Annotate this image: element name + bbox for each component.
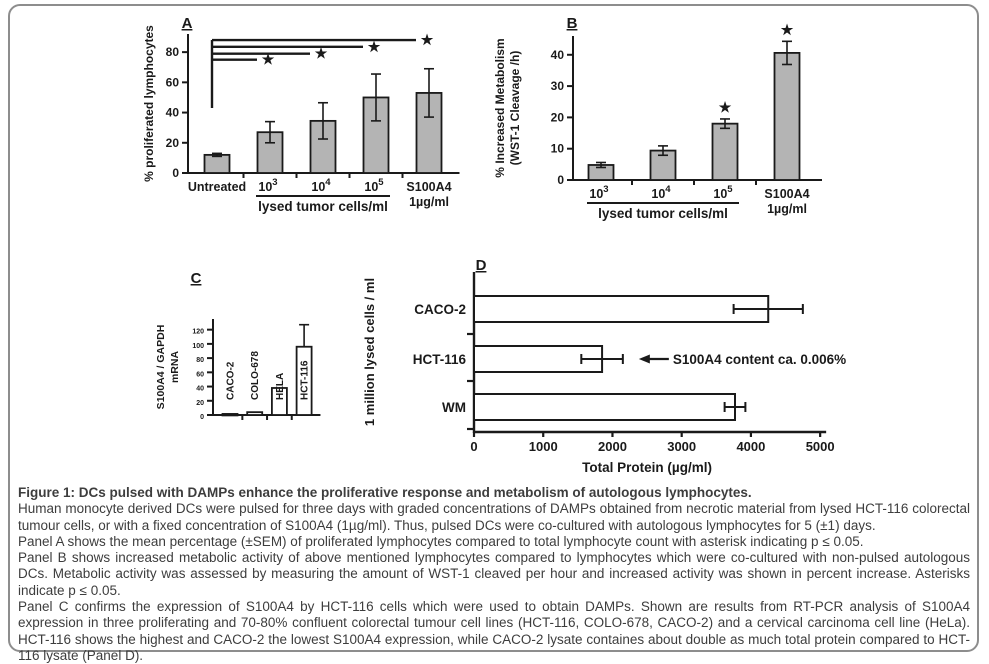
- panel-a-bar-chart: [140, 8, 480, 250]
- y-tick-label: 80: [165, 45, 179, 60]
- y-axis-label: mRNA: [169, 350, 181, 384]
- y-axis-label: % proliferated lymphocytes: [142, 25, 156, 182]
- category-label: $10^3$: [258, 177, 278, 194]
- bar: [474, 394, 735, 420]
- category-label: HELA: [274, 372, 286, 400]
- significance-star: ★: [261, 51, 275, 68]
- significance-star: ★: [420, 31, 434, 48]
- category-label-line2: 1µg/ml: [409, 195, 449, 209]
- x-tick-label: 0: [470, 439, 478, 454]
- x-tick-label: 4000: [736, 439, 766, 454]
- figure-caption: [18, 485, 970, 664]
- y-tick-label: 20: [196, 399, 204, 407]
- y-tick-label: 40: [165, 105, 179, 120]
- category-label: COLO-678: [250, 351, 262, 400]
- panel-letter: C: [190, 270, 202, 287]
- panel-letter: B: [566, 15, 578, 32]
- bar: [247, 412, 262, 415]
- significance-star: ★: [314, 45, 328, 62]
- y-tick-label: 0: [172, 166, 179, 180]
- y-tick-label: 20: [550, 110, 564, 125]
- category-label: $10^3$: [589, 184, 609, 201]
- bar: [474, 296, 768, 322]
- caption-paragraph-4: Panel C confirms the expression of S100A4 by HCT-116 cells which were used to obtain DAMPs. Shown are results from RT-PCR analysis of S100A4 expression in three proliferating and 70-80% confluent colorectal tumour cell lines (HCT-116, COLO-678, CACO-2) and a cervical carcinoma cell line (HeLa). HCT-116 shows the highest and CACO-2 the lowest S100A4 expression, while CACO-2 lysate containes about double as much total protein compared to HCT-116 lysate (Panel D).: [18, 599, 970, 663]
- x-tick-label: 5000: [805, 439, 835, 454]
- x-tick-label: 2000: [598, 439, 627, 454]
- panel-b-bar-chart: [488, 8, 833, 250]
- y-tick-label: 0: [557, 173, 564, 187]
- category-label: S100A4: [764, 187, 810, 201]
- group-label: lysed tumor cells/ml: [258, 199, 388, 214]
- category-label: $10^5$: [713, 184, 733, 201]
- y-axis-label: S100A4 / GAPDH: [155, 324, 167, 410]
- x-tick-label: 3000: [667, 439, 697, 454]
- bar: [205, 155, 230, 173]
- significance-star: ★: [367, 38, 381, 55]
- category-label: $10^4$: [651, 184, 671, 201]
- category-label: CACO-2: [225, 361, 237, 400]
- bar: [223, 414, 238, 416]
- y-tick-label: 30: [550, 79, 564, 94]
- caption-title: Figure 1: DCs pulsed with DAMPs enhance the proliferative response and metabolism of autologous lymphocytes.: [18, 485, 752, 500]
- category-label: HCT-116: [412, 352, 466, 367]
- panel-c-bar-chart: [140, 262, 330, 450]
- y-tick-label: 40: [550, 47, 564, 62]
- panel-d-hbar-chart: [358, 250, 848, 482]
- y-axis-label: 1 million lysed cells / ml: [362, 277, 377, 427]
- y-tick-label: 80: [196, 357, 204, 365]
- x-tick-label: 1000: [528, 439, 558, 454]
- y-axis-label: (WST-1 Cleavage /h): [508, 50, 522, 166]
- x-axis-label: Total Protein (µg/ml): [582, 460, 712, 475]
- y-tick-label: 40: [196, 385, 204, 393]
- bar: [775, 53, 800, 180]
- category-label: $10^5$: [364, 177, 384, 194]
- y-tick-label: 0: [200, 414, 204, 421]
- category-label: Untreated: [187, 180, 247, 194]
- caption-paragraph-1: Human monocyte derived DCs were pulsed for three days with graded concentrations of DAMPs obtained from necrotic material from lysed HCT-116 colorectal tumour cells, or with a fixed concentration of S100A4 (1µg/ml). Thus, pulsed DCs were co-cultured with autologous lymphocytes for 5 (±1) days.: [18, 501, 970, 533]
- y-tick-label: 20: [165, 135, 179, 150]
- annotation-text: S100A4 content ca. 0.006%: [672, 352, 847, 367]
- y-tick-label: 100: [192, 342, 204, 350]
- category-label: WM: [442, 400, 466, 415]
- category-label-line2: 1µg/ml: [767, 202, 807, 216]
- panel-letter: A: [181, 15, 193, 32]
- group-label: lysed tumor cells/ml: [598, 206, 728, 221]
- y-axis-label: % Increased Metabolism: [493, 38, 507, 178]
- significance-star: ★: [780, 21, 794, 38]
- y-tick-label: 60: [196, 371, 204, 379]
- significance-star: ★: [718, 98, 732, 115]
- category-label: HCT-116: [299, 360, 311, 400]
- caption-paragraph-3: Panel B shows increased metabolic activity of above mentioned lymphocytes compared to lymphocytes which were co-cultured with non-pulsed autologous DCs. Metabolic activity was assessed by measuring the amount of WST-1 cleaved per hour and increased activity was shown in percent increase. Asterisks indicate p ≤ 0.05.: [18, 550, 970, 598]
- category-label: $10^4$: [311, 177, 331, 194]
- y-tick-label: 10: [550, 141, 564, 156]
- caption-paragraph-2: Panel A shows the mean percentage (±SEM) of proliferated lymphocytes compared to total lymphocyte count with asterisk indicating p ≤ 0.05.: [18, 533, 864, 549]
- category-label: CACO-2: [414, 302, 466, 317]
- panel-letter: D: [475, 257, 487, 274]
- bar: [713, 124, 738, 180]
- category-label: S100A4: [406, 180, 452, 194]
- y-tick-label: 60: [165, 75, 179, 90]
- y-tick-label: 120: [192, 328, 204, 336]
